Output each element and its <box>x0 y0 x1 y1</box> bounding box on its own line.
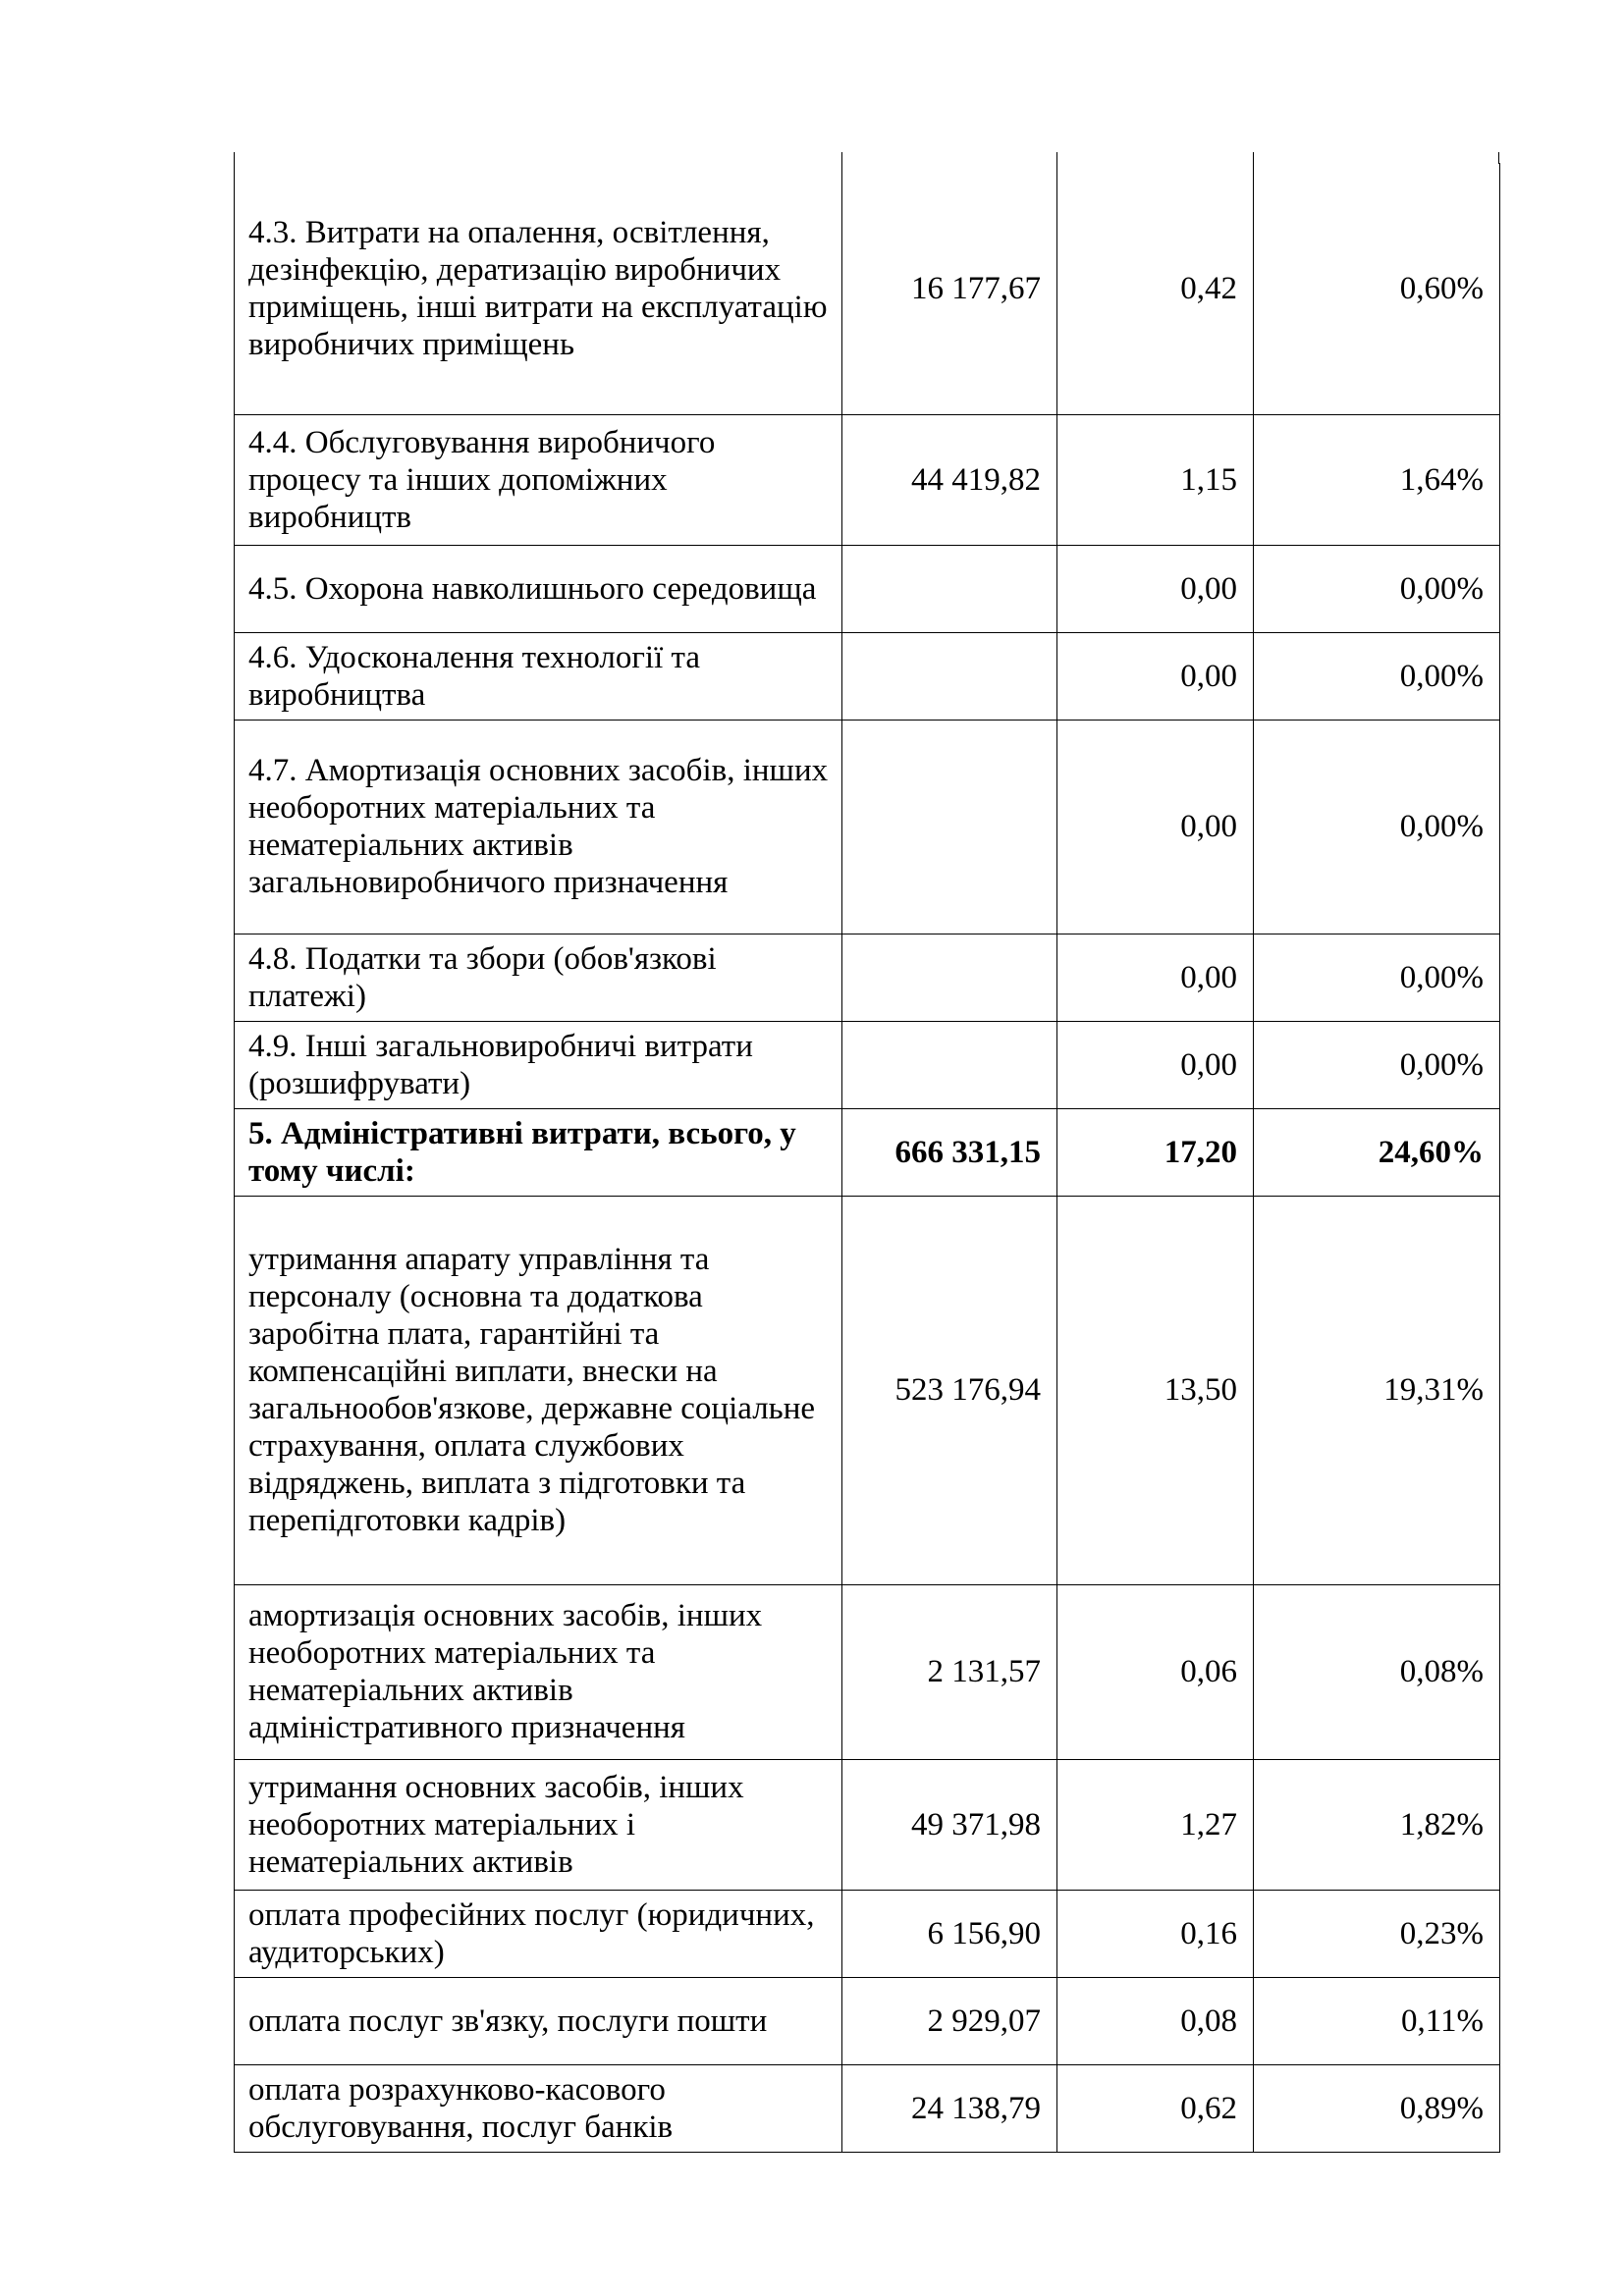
row-total: 44 419,82 <box>842 414 1057 545</box>
table-row <box>235 163 1500 414</box>
table-row <box>235 2064 1500 2152</box>
row-percent: 1,82% <box>1254 1759 1500 1890</box>
row-per-unit: 0,00 <box>1057 934 1254 1021</box>
row-per-unit: 0,16 <box>1057 1890 1254 1977</box>
row-total: 2 131,57 <box>842 1584 1057 1759</box>
row-total <box>842 632 1057 720</box>
table-row <box>235 414 1500 545</box>
row-per-unit: 0,06 <box>1057 1584 1254 1759</box>
row-label: 5. Адміністративні витрати, всього, у тому числі: <box>235 1108 842 1196</box>
table-row <box>235 1196 1500 1584</box>
row-percent: 19,31% <box>1254 1196 1500 1584</box>
row-per-unit: 0,62 <box>1057 2064 1254 2152</box>
cost-breakdown-table <box>234 163 1500 2153</box>
row-label: оплата розрахунково-касового обслуговування, послуг банків <box>235 2064 842 2152</box>
row-label: 4.8. Податки та збори (обов'язкові платежі) <box>235 934 842 1021</box>
row-label: 4.7. Амортизація основних засобів, інших необоротних матеріальних та нематеріальних активів загальновиробничого призначення <box>235 720 842 934</box>
row-per-unit: 0,00 <box>1057 545 1254 632</box>
row-total <box>842 1021 1057 1108</box>
row-total: 49 371,98 <box>842 1759 1057 1890</box>
table-body <box>235 163 1500 2152</box>
row-percent: 0,00% <box>1254 720 1500 934</box>
row-total <box>842 934 1057 1021</box>
row-per-unit: 0,42 <box>1057 163 1254 414</box>
table-row <box>235 934 1500 1021</box>
row-per-unit: 1,15 <box>1057 414 1254 545</box>
row-per-unit: 0,00 <box>1057 1021 1254 1108</box>
row-total: 24 138,79 <box>842 2064 1057 2152</box>
row-percent: 0,89% <box>1254 2064 1500 2152</box>
table-row <box>235 1759 1500 1890</box>
row-percent: 1,64% <box>1254 414 1500 545</box>
row-label: оплата послуг зв'язку, послуги пошти <box>235 1977 842 2064</box>
row-percent: 0,11% <box>1254 1977 1500 2064</box>
table-row <box>235 1021 1500 1108</box>
row-percent: 0,00% <box>1254 632 1500 720</box>
row-per-unit: 1,27 <box>1057 1759 1254 1890</box>
row-total <box>842 720 1057 934</box>
row-label: 4.5. Охорона навколишнього середовища <box>235 545 842 632</box>
row-label: 4.6. Удосконалення технології та виробництва <box>235 632 842 720</box>
row-percent: 0,08% <box>1254 1584 1500 1759</box>
row-percent: 0,00% <box>1254 1021 1500 1108</box>
table-row <box>235 1977 1500 2064</box>
table-row <box>235 1584 1500 1759</box>
row-per-unit: 17,20 <box>1057 1108 1254 1196</box>
row-per-unit: 0,00 <box>1057 632 1254 720</box>
row-total: 6 156,90 <box>842 1890 1057 1977</box>
row-percent: 0,00% <box>1254 545 1500 632</box>
row-label: 4.9. Інші загальновиробничі витрати (розшифрувати) <box>235 1021 842 1108</box>
row-label: амортизація основних засобів, інших необоротних матеріальних та нематеріальних активів адміністративного призначення <box>235 1584 842 1759</box>
row-percent: 0,23% <box>1254 1890 1500 1977</box>
row-total: 16 177,67 <box>842 163 1057 414</box>
row-percent: 0,00% <box>1254 934 1500 1021</box>
table-row <box>235 720 1500 934</box>
row-per-unit: 0,08 <box>1057 1977 1254 2064</box>
row-label: 4.3. Витрати на опалення, освітлення, дезінфекцію, дератизацію виробничих приміщень, інші витрати на експлуатацію виробничих приміщень <box>235 163 842 414</box>
table-row <box>235 545 1500 632</box>
row-total: 2 929,07 <box>842 1977 1057 2064</box>
row-per-unit: 0,00 <box>1057 720 1254 934</box>
row-percent: 24,60% <box>1254 1108 1500 1196</box>
table-row <box>235 632 1500 720</box>
row-label: утримання основних засобів, інших необоротних матеріальних і нематеріальних активів <box>235 1759 842 1890</box>
row-percent: 0,60% <box>1254 163 1500 414</box>
row-total: 666 331,15 <box>842 1108 1057 1196</box>
row-label: 4.4. Обслуговування виробничого процесу та інших допоміжних виробництв <box>235 414 842 545</box>
table-row <box>235 1890 1500 1977</box>
row-total <box>842 545 1057 632</box>
table-row-subtotal <box>235 1108 1500 1196</box>
row-total: 523 176,94 <box>842 1196 1057 1584</box>
row-label: утримання апарату управління та персоналу (основна та додаткова заробітна плата, гарантійні та компенсаційні виплати, внески на загальнообов'язкове, державне соціальне страхування, оплата службових відряджень, виплата з підготовки та перепідготовки кадрів) <box>235 1196 842 1584</box>
row-per-unit: 13,50 <box>1057 1196 1254 1584</box>
row-label: оплата професійних послуг (юридичних, аудиторських) <box>235 1890 842 1977</box>
